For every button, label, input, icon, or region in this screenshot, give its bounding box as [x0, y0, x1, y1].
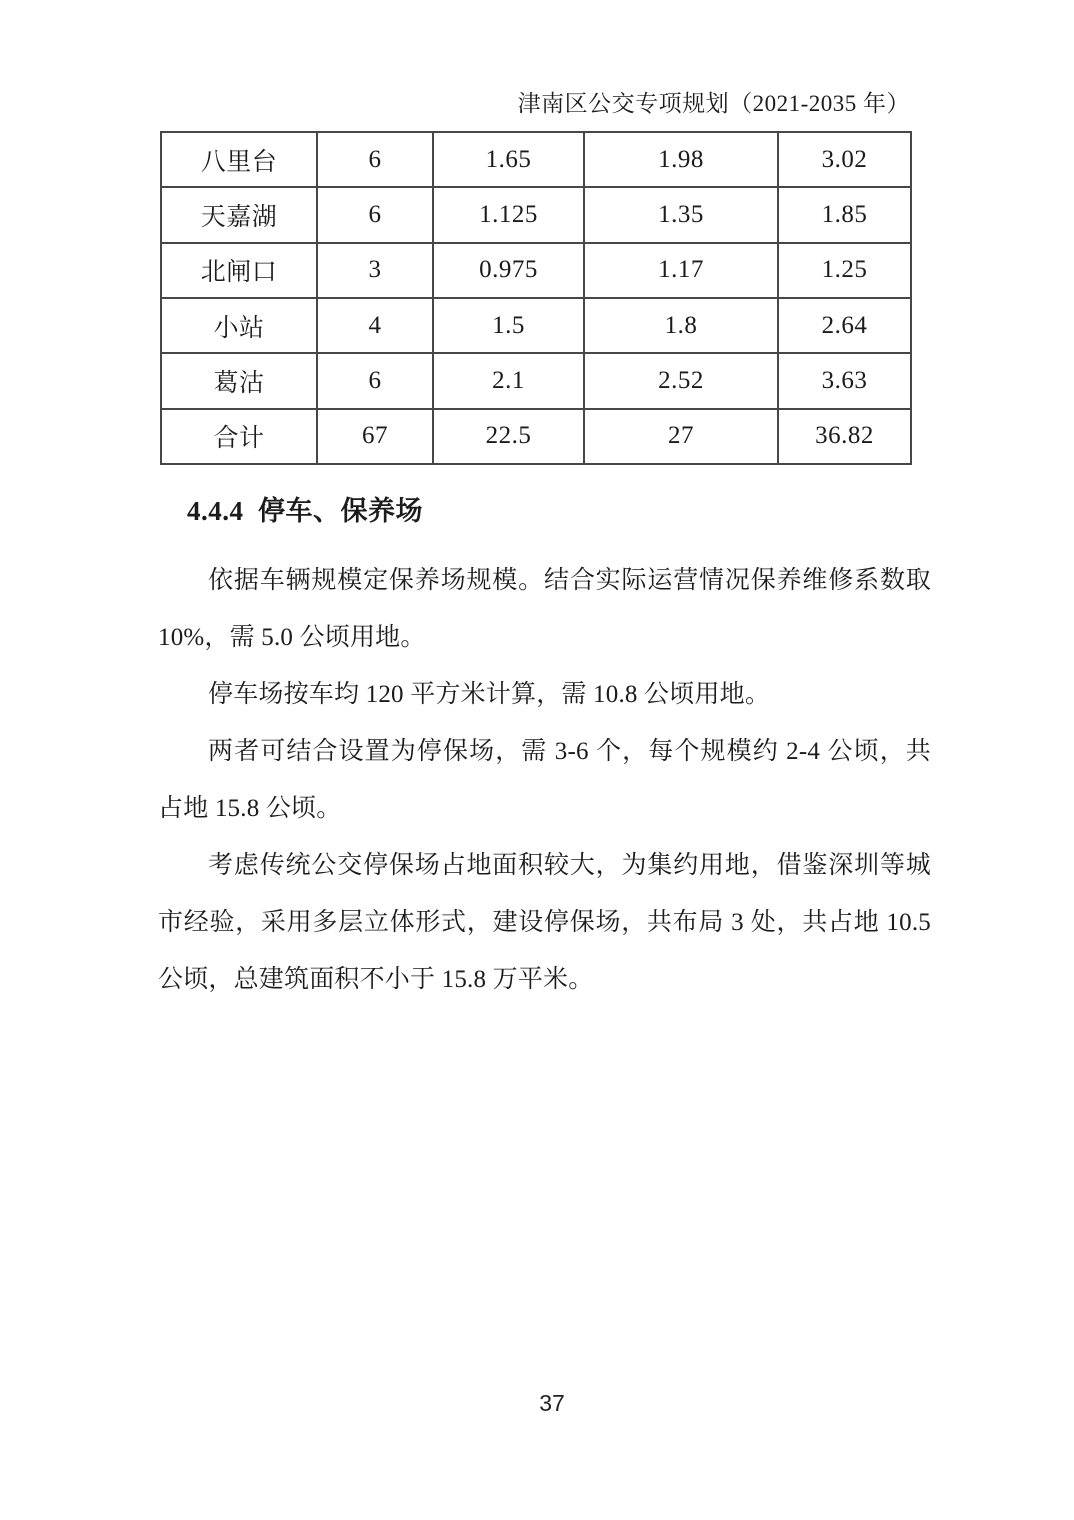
table-cell-value: 2.52 — [584, 353, 778, 408]
table-cell-name: 天嘉湖 — [161, 187, 317, 242]
table-cell-count: 6 — [317, 187, 433, 242]
table-row — [161, 243, 911, 298]
table-cell-count: 6 — [317, 353, 433, 408]
table-cell-value: 22.5 — [433, 409, 584, 464]
table-cell-name: 八里台 — [161, 132, 317, 187]
table-row-total — [161, 409, 911, 464]
table-cell-value: 3.63 — [778, 353, 911, 408]
table-cell-value: 2.1 — [433, 353, 584, 408]
page-footer — [158, 1388, 946, 1418]
table-cell-value: 1.8 — [584, 298, 778, 353]
table-cell-value: 2.64 — [778, 298, 911, 353]
table-cell-value: 1.125 — [433, 187, 584, 242]
text-line: 占地 15.8 公顷。 — [158, 795, 342, 822]
page-header — [158, 88, 910, 120]
table-cell-name: 小站 — [161, 298, 317, 353]
text-line: 市经验，采用多层立体形式，建设停保场，共布局 3 处，共占地 10.5 — [158, 909, 931, 936]
table-cell-name: 合计 — [161, 409, 317, 464]
body-paragraph — [158, 723, 931, 837]
table-row — [161, 353, 911, 408]
header-title: 津南区公交专项规划（2021-2035 年） — [517, 91, 910, 116]
table-cell-value: 36.82 — [778, 409, 911, 464]
table-row — [161, 187, 911, 242]
table-cell-count: 67 — [317, 409, 433, 464]
table-cell-count: 3 — [317, 243, 433, 298]
text-line: 10%，需 5.0 公顷用地。 — [158, 624, 426, 651]
table-cell-value: 3.02 — [778, 132, 911, 187]
table-cell-name: 北闸口 — [161, 243, 317, 298]
table-row — [161, 298, 911, 353]
section-heading: 4.4.4 停车、保养场 — [187, 496, 423, 526]
table-cell-count: 6 — [317, 132, 433, 187]
body-paragraph — [158, 666, 931, 723]
table-cell-value: 1.98 — [584, 132, 778, 187]
body-paragraph — [158, 837, 931, 1008]
table-cell-value: 1.65 — [433, 132, 584, 187]
table-cell-value: 1.5 — [433, 298, 584, 353]
text-line: 两者可结合设置为停保场，需 3-6 个，每个规模约 2-4 公顷，共 — [208, 738, 931, 765]
table-cell-name: 葛沽 — [161, 353, 317, 408]
body-paragraph — [158, 552, 931, 666]
table-cell-value: 27 — [584, 409, 778, 464]
table-cell-count: 4 — [317, 298, 433, 353]
text-line: 依据车辆规模定保养场规模。结合实际运营情况保养维修系数取 — [208, 567, 931, 594]
table-cell-value: 1.25 — [778, 243, 911, 298]
table-cell-value: 1.35 — [584, 187, 778, 242]
text-line: 公顷，总建筑面积不小于 15.8 万平米。 — [158, 966, 594, 993]
facilities-table — [160, 131, 912, 465]
table-cell-value: 1.17 — [584, 243, 778, 298]
text-line: 考虑传统公交停保场占地面积较大，为集约用地，借鉴深圳等城 — [208, 852, 931, 879]
table-row — [161, 132, 911, 187]
table-cell-value: 1.85 — [778, 187, 911, 242]
body-content — [158, 494, 931, 1008]
table-cell-value: 0.975 — [433, 243, 584, 298]
page-number: 37 — [539, 1390, 565, 1416]
text-line: 停车场按车均 120 平方米计算，需 10.8 公顷用地。 — [208, 681, 771, 708]
